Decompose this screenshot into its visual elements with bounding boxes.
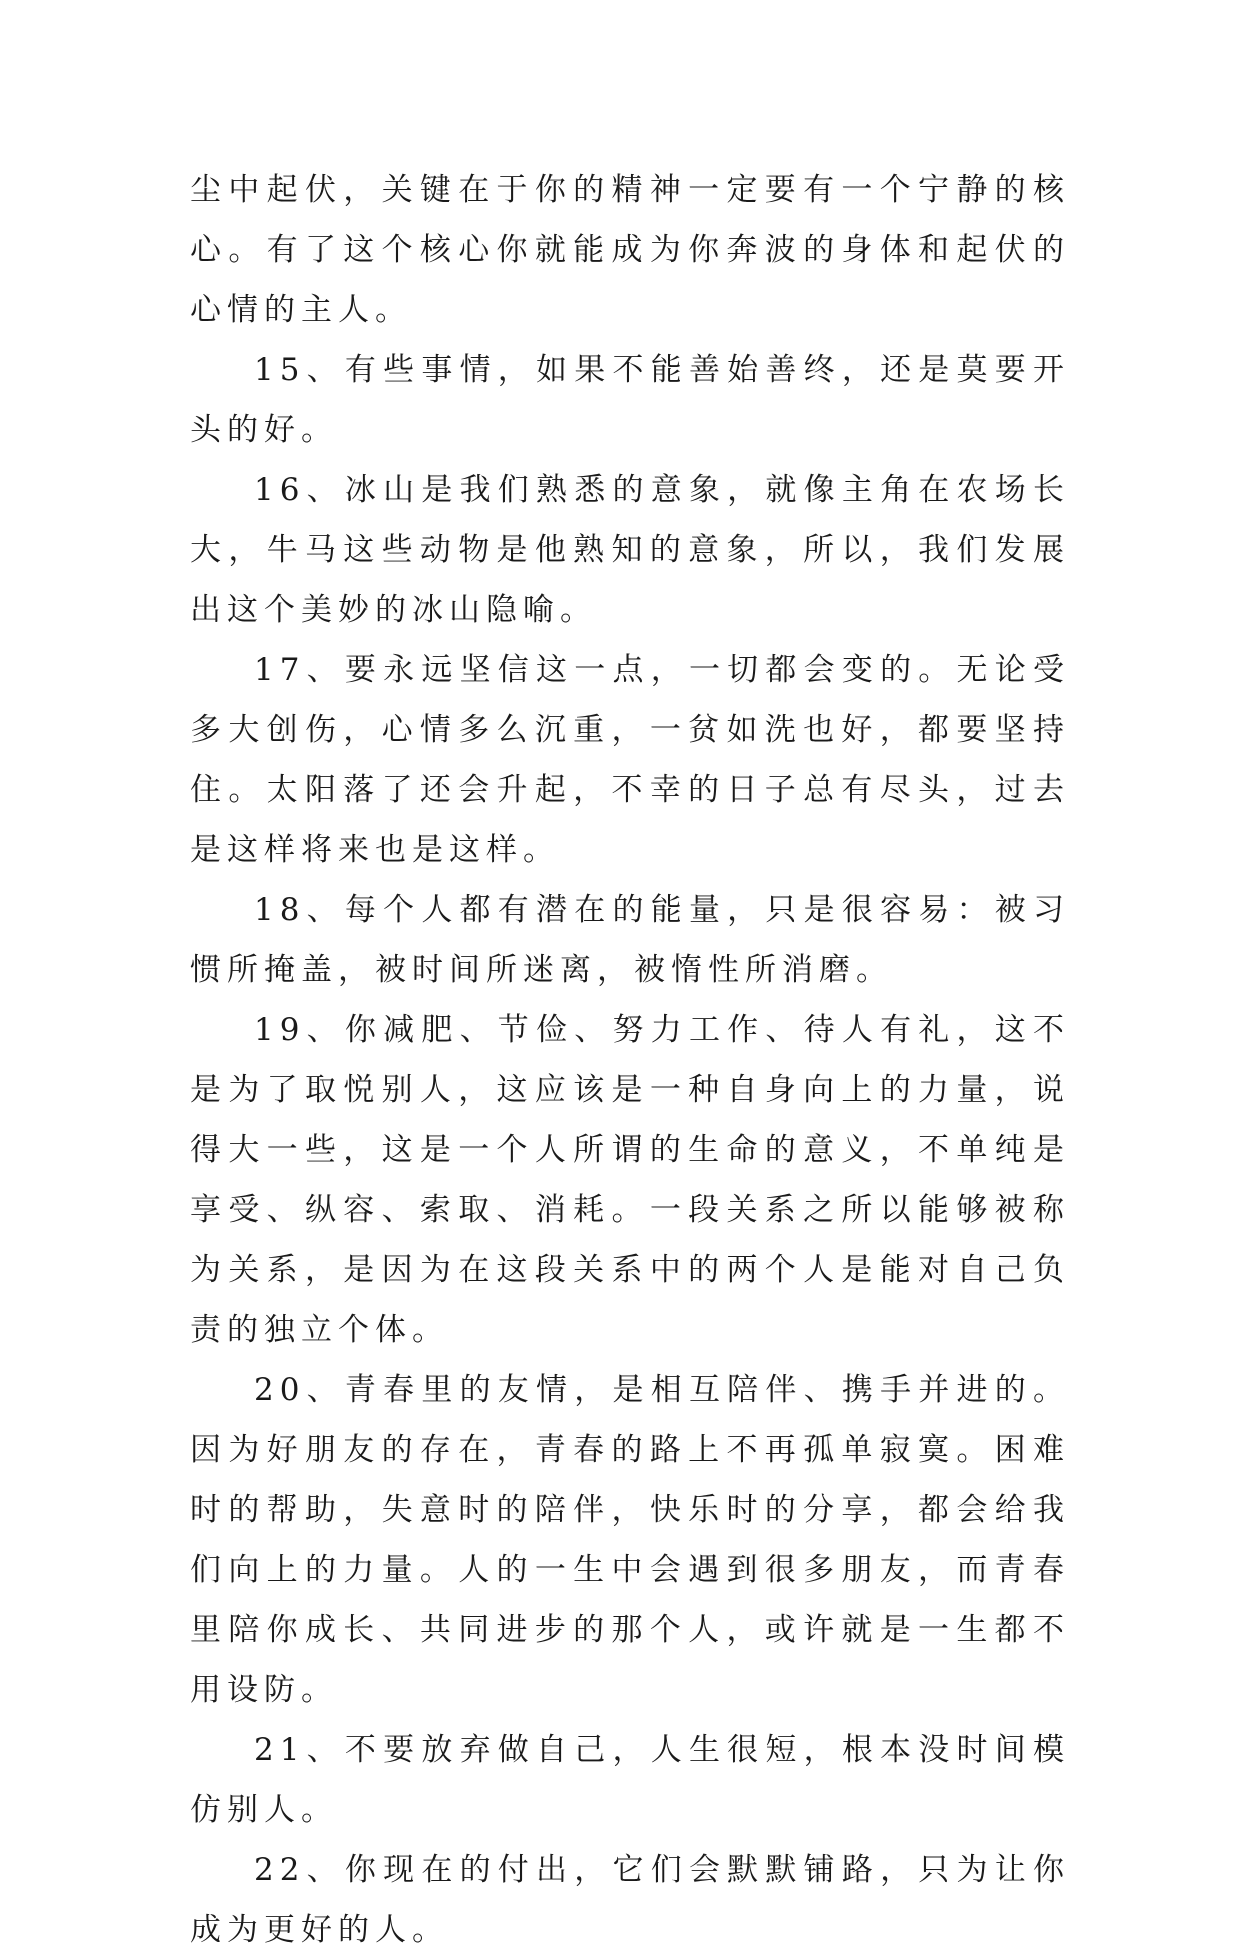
paragraph-20: 20、青春里的友情，是相互陪伴、携手并进的。因为好朋友的存在，青春的路上不再孤单寂寞。困难时的帮助，失意时的陪伴，快乐时的分享，都会给我们向上的力量。人的一生中会遇到很多朋友，而青春里陪你成长、共同进步的那个人，或许就是一生都不用设防。 bbox=[190, 1372, 1070, 1708]
paragraph-19: 19、你减肥、节俭、努力工作、待人有礼，这不是为了取悦别人，这应该是一种自身向上的力量，说得大一些，这是一个人所谓的生命的意义，不单纯是享受、纵容、索取、消耗。一段关系之所以能够被称为关系，是因为在这段关系中的两个人是能对自己负责的独立个体。 bbox=[190, 1012, 1070, 1348]
paragraph-continuation: 尘中起伏，关键在于你的精神一定要有一个宁静的核心。有了这个核心你就能成为你奔波的身体和起伏的心情的主人。 bbox=[190, 172, 1070, 328]
body-text bbox=[190, 160, 1070, 1960]
paragraph-15: 15、有些事情，如果不能善始善终，还是莫要开头的好。 bbox=[190, 352, 1070, 448]
paragraph-18: 18、每个人都有潜在的能量，只是很容易：被习惯所掩盖，被时间所迷离，被惰性所消磨。 bbox=[190, 892, 1070, 988]
paragraph-16: 16、冰山是我们熟悉的意象，就像主角在农场长大，牛马这些动物是他熟知的意象，所以，我们发展出这个美妙的冰山隐喻。 bbox=[190, 472, 1070, 628]
paragraph-22: 22、你现在的付出，它们会默默铺路，只为让你成为更好的人。 bbox=[190, 1852, 1070, 1948]
paragraph-21: 21、不要放弃做自己，人生很短，根本没时间模仿别人。 bbox=[190, 1732, 1070, 1828]
paragraph-17: 17、要永远坚信这一点，一切都会变的。无论受多大创伤，心情多么沉重，一贫如洗也好，都要坚持住。太阳落了还会升起，不幸的日子总有尽头，过去是这样将来也是这样。 bbox=[190, 652, 1070, 868]
